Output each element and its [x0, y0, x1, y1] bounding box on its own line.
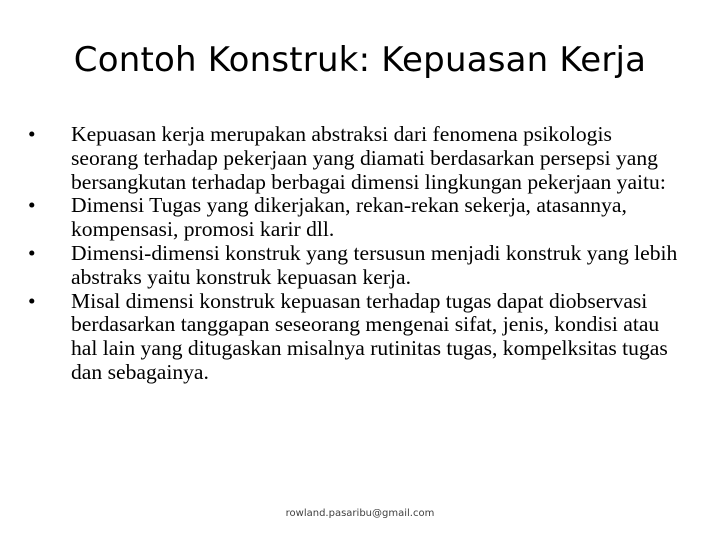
list-item [28, 194, 680, 242]
bullet-list [28, 123, 680, 385]
bullet-text: Kepuasan kerja merupakan abstraksi dari fenomena psikologis seorang terhadap pekerjaan yang diamati berdasarkan persepsi yang bersangkutan terhadap berbagai dimensi lingkungan pekerjaan yaitu: [71, 122, 666, 194]
bullet-icon: • [28, 288, 36, 313]
list-item [28, 290, 680, 385]
bullet-text: Misal dimensi konstruk kepuasan terhadap tugas dapat diobservasi berdasarkan tanggapan seseorang mengenai sifat, jenis, kondisi atau hal lain yang ditugaskan misalnya rutinitas tugas, kompelksitas tugas dan sebagainya. [71, 288, 668, 384]
footer-email: rowland.pasaribu@gmail.com [285, 508, 435, 519]
list-item [28, 123, 680, 194]
bullet-icon: • [28, 122, 36, 146]
slide-title: Contoh Konstruk: Kepuasan Kerja [73, 40, 647, 80]
bullet-text: Dimensi-dimensi konstruk yang tersusun menjadi konstruk yang lebih abstraks yaitu konstruk kepuasan kerja. [71, 240, 678, 289]
bullet-icon: • [28, 240, 36, 265]
bullet-icon: • [28, 193, 36, 218]
bullet-text: Dimensi Tugas yang dikerjakan, rekan-rekan sekerja, atasannya, kompensasi, promosi karir dll. [71, 193, 627, 242]
list-item [28, 242, 680, 290]
